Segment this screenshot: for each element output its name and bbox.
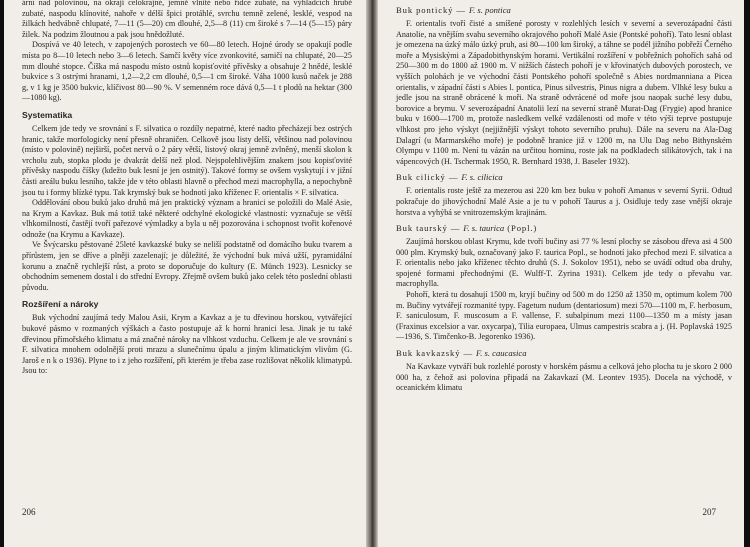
subspecies-author: (Popl.) (507, 223, 538, 234)
paragraph: Pohoří, která tu dosahují 1500 m, kryjí bučiny od 500 m do 1250 až 1350 m, optimum kolem 700 m. Bučiny vytvářejí rozmanité typy. Fagetum nudum (dentariosum) mezi 570—1100 m, F. herbosum, F. saniculosum, F. muscosum a F. vallense, F. subalpinum mezi 1100—1350 m a místy jasan (Fraxinus excelsior a var. oxycarpa), Tilia europaea, Ulmus campestris scabra a j. (H. Poplavská 1925—1936, S. Timčenko-B. Jegorenko 1936). (396, 290, 732, 342)
subspecies-name: Buk pontický (396, 5, 454, 15)
paragraph: F. orientalis roste ještě za mezerou asi 220 km bez buku v pohoří Amanus v severní Syrii. Odtud pokračuje do jihovýchodní Malé Asie a je tu v pohoří Taurus a j. Osidluje tedy zase vnější okraje horstva a vyhýbá se vnitrozemským krajinám. (396, 186, 732, 217)
paragraph: Na Kavkaze vytváří buk rozlehlé porosty v horském pásmu a celková jeho plocha tu je skoro 2 000 000 ha, z čehož asi polovina připadá na Zakavkazí (M. Leontev 1935). Docela na východě, v oceanickém klimatu (396, 362, 732, 393)
right-page (378, 0, 744, 547)
subspecies-name: Buk taurský (396, 223, 448, 234)
paragraph: Ve Švýcarsku pěstované 25leté kavkazské buky se neliší podstatně od domácího buku tvarem a přírůstem, jen se dříve a plněji zazelenají; je důležité, že východní buk mívá užší, pyramidální korunu a značně rychlejší růst, a proto se doporučuje do kultury (E. Münch 1923). Lesnicky se obchodním semenem dostal i do střední Evropy. Zřejmě ovšem buků jako celek této poslední oblasti původu. (22, 240, 352, 292)
subspecies-heading-cilicica: Buk cilický — F. s. cilicica (396, 172, 503, 183)
subspecies-heading-caucasica: Buk kavkazský — F. s. caucasica (396, 348, 527, 359)
subspecies-heading-taurica: Buk taurský — F. s. taurica (Popl.) (396, 223, 538, 234)
subspecies-latin: F. s. caucasica (476, 348, 527, 359)
page-number-right: 207 (702, 507, 716, 517)
book-gutter (366, 0, 378, 547)
subspecies-heading-pontica: Buk pontický — F. s. pontica (396, 5, 511, 15)
paragraph: Buk východní zaujímá tedy Malou Asii, Krym a Kavkaz a je tu dřevinou horskou, vytvářející bukové pásmo v rozmaných výškách a často postupuje až k horní hranici lesa. Jinak je tu také dřevinou přímořského klimatu a má značné nároky na vlhkost vzduchu. Celkem je ale ve srovnání s F. silvatica mnohem odolnější proti mrazu a slunečnímu úpalu a jiným klimatickým vlivům (G. Jaroš e n k o 1936). Plyne to i z jeho rozšíření, při kterém je třeba zase rozlišovat několik klimatypů. Jsou to: (22, 313, 352, 376)
left-page (4, 0, 366, 547)
subspecies-name: Buk cilický (396, 172, 446, 183)
subspecies-latin: F. s. taurica (463, 223, 505, 234)
paragraph: Zaujímá horskou oblast Krymu, kde tvoří bučiny asi 77 % lesní plochy se zásobou dřeva asi 4 500 000 plm. Krymský buk, označovaný jako F. taurica Popl., se hodnotí jako přechod mezi F. silvatica a F. orientalis nebo jako kříženec těchto druhů (S. J. Sokolov 1951), nebo se uvádí odtud oba druhy, spojené formami přechodnými (E. Wulff-T. Zyrina 1931). Celkem jde tedy o převahu var. macrophylla. (396, 237, 732, 289)
right-page-text (396, 5, 732, 394)
subspecies-name: Buk kavkazský (396, 348, 461, 359)
paragraph: Oddělování obou buků jako druhů má jen praktický význam a hranici se položili do Malé Asie, na Krym a Kavkaz. Buk má totiž také některé odchylné ekologické vlastnosti: vyznačuje se větší vlhkomilností, častějí tvoří pařezové výmladky a byla u něj pozorována i schopnost tvořit kořenové odnože (na Krymu a Kavkaze). (22, 198, 352, 239)
section-heading-rozsireni: Rozšíření a nároky (22, 299, 99, 310)
subspecies-latin: F. s. cilicica (461, 172, 503, 183)
section-heading-systematika: Systematika (22, 109, 73, 120)
paragraph: Celkem jde tedy ve srovnání s F. silvatica o rozdíly nepatrné, které nadto přecházejí bez ostrých hranic, takže morfologicky není přesně ohraničen. Celkově jsou listy delší, většinou nad polovinou (místo v polovině) nejširší, počet nervů o 2 páry větší, listový okraj jemně zvlněný, menší skolon k vrcholu zub, stopka plodu je dvakrát delší než plod. Nejspolehlivějším znakem jsou kopisťovité přívěsky naspodu číšky (kdežto buk lesní je jen ostnitý). Takové formy se ovšem vyskytují i v jižní části areálu buku lesního, takže jde v této oblasti hlavně o přechod mezi macrophylla, a nepochybně jsou tu i formy blízké typu. Tak krymský buk se hodnotí jako kříženec F. orientalis × F. silvatica. (22, 123, 352, 197)
subspecies-latin: F. s. pontica (468, 5, 511, 15)
paragraph: Dospívá ve 40 letech, v zapojených porostech ve 60—80 letech. Hojné úrody se opakují podle místa po 8—10 letech nebo 3—6 letech. Samčí květy více zvonkovité, samičí na chlupaté, 20—25 mm dlouhé stopce. Číška má naspodu místo ostnů kopisťovité přívěsky a obsahuje 2 hnědé, lesklé bukvice s 3 ostrými hranami, 1,2—2,2 cm dlouhé, 0,5—1 cm široké. Váha 1000 kusů naček je 288 g, v 1 kg je 3500 bukvic, klíčivost 80—90 %. V semenném roce dává 0,5—1 t plodů na hektar (300—1080 kg). (22, 40, 352, 103)
page-number-left: 206 (22, 507, 36, 517)
paragraph: F. orientalis tvoří čisté a smíšené porosty v rozlehlých lesích v severní a severozápadní části Anatolie, na vnějším svahu severního okrajového pohoří Malé Asie (Pontské pohoří). Tato lesní oblast je omezena na úzký málo úzký pruh, asi 80—100 km široký, a táhne se podél jižního pobřeží Černého moře a Mysiskými a Západobithynským horami. Vertikální rozšíření v pobřežních pohořích sahá od 250—300 m do 1800 až 1900 m. V nižších částech pohoří je v křovinatých dubových porostech, ve vyšších polohách je ve východní části Pontského pohoří společně s Abies nordmanniana a Picea orientalis, v západní části s Abies l. pontica, Pinus silvestris, Pinus nigra a dubem. Vlhké lesy buku a jedle jsou na straně obrácené k moři. Na straně odvrácené od moře jsou naopak suché lesy dubu, borovice a brymu. V severozápadní Anatolii lezí na severní straně Murat-Dag (Frygie) apod hranice buku v 1600—1700 m, protože nasledkem velké vzdálenosti od moře v této výši teprve postupuje vlhkost pro jeho výskyt (nejjižnější výskyt tohoto severního pruhu). Dále na severu na Ala-Dag Dalagrí (u Marmarského moře) je podobně hranice již v 1200 m, na Ulu Dag nebo Bithynském Olympu v 1100 m. Není tu vázán na určitou horninu, roste jak na podkladech silikátových, tak i na vápencových (H. Tschermak 1950, R. Bernhard 1938, J. Baseler 1932). (396, 19, 732, 166)
paragraph: ární nad polovinou, na okraji celokrajné, jemně vlnité nebo řídce zubaté, na výhladcích hrubě zubaté, naspodu klínovité, nahoře v délší špici protáhlé, svrchu temně zelené, lesklé, vespod na žilkách hedvábně chlupaté, 7—11 (5—20) cm dlouhé, 2,5—8 (11) cm široké s 7—14 (5—15) páry žilek. Na podzim žloutnou a pak jsou hnědožluté. (22, 0, 352, 39)
left-page-text (22, 0, 352, 377)
